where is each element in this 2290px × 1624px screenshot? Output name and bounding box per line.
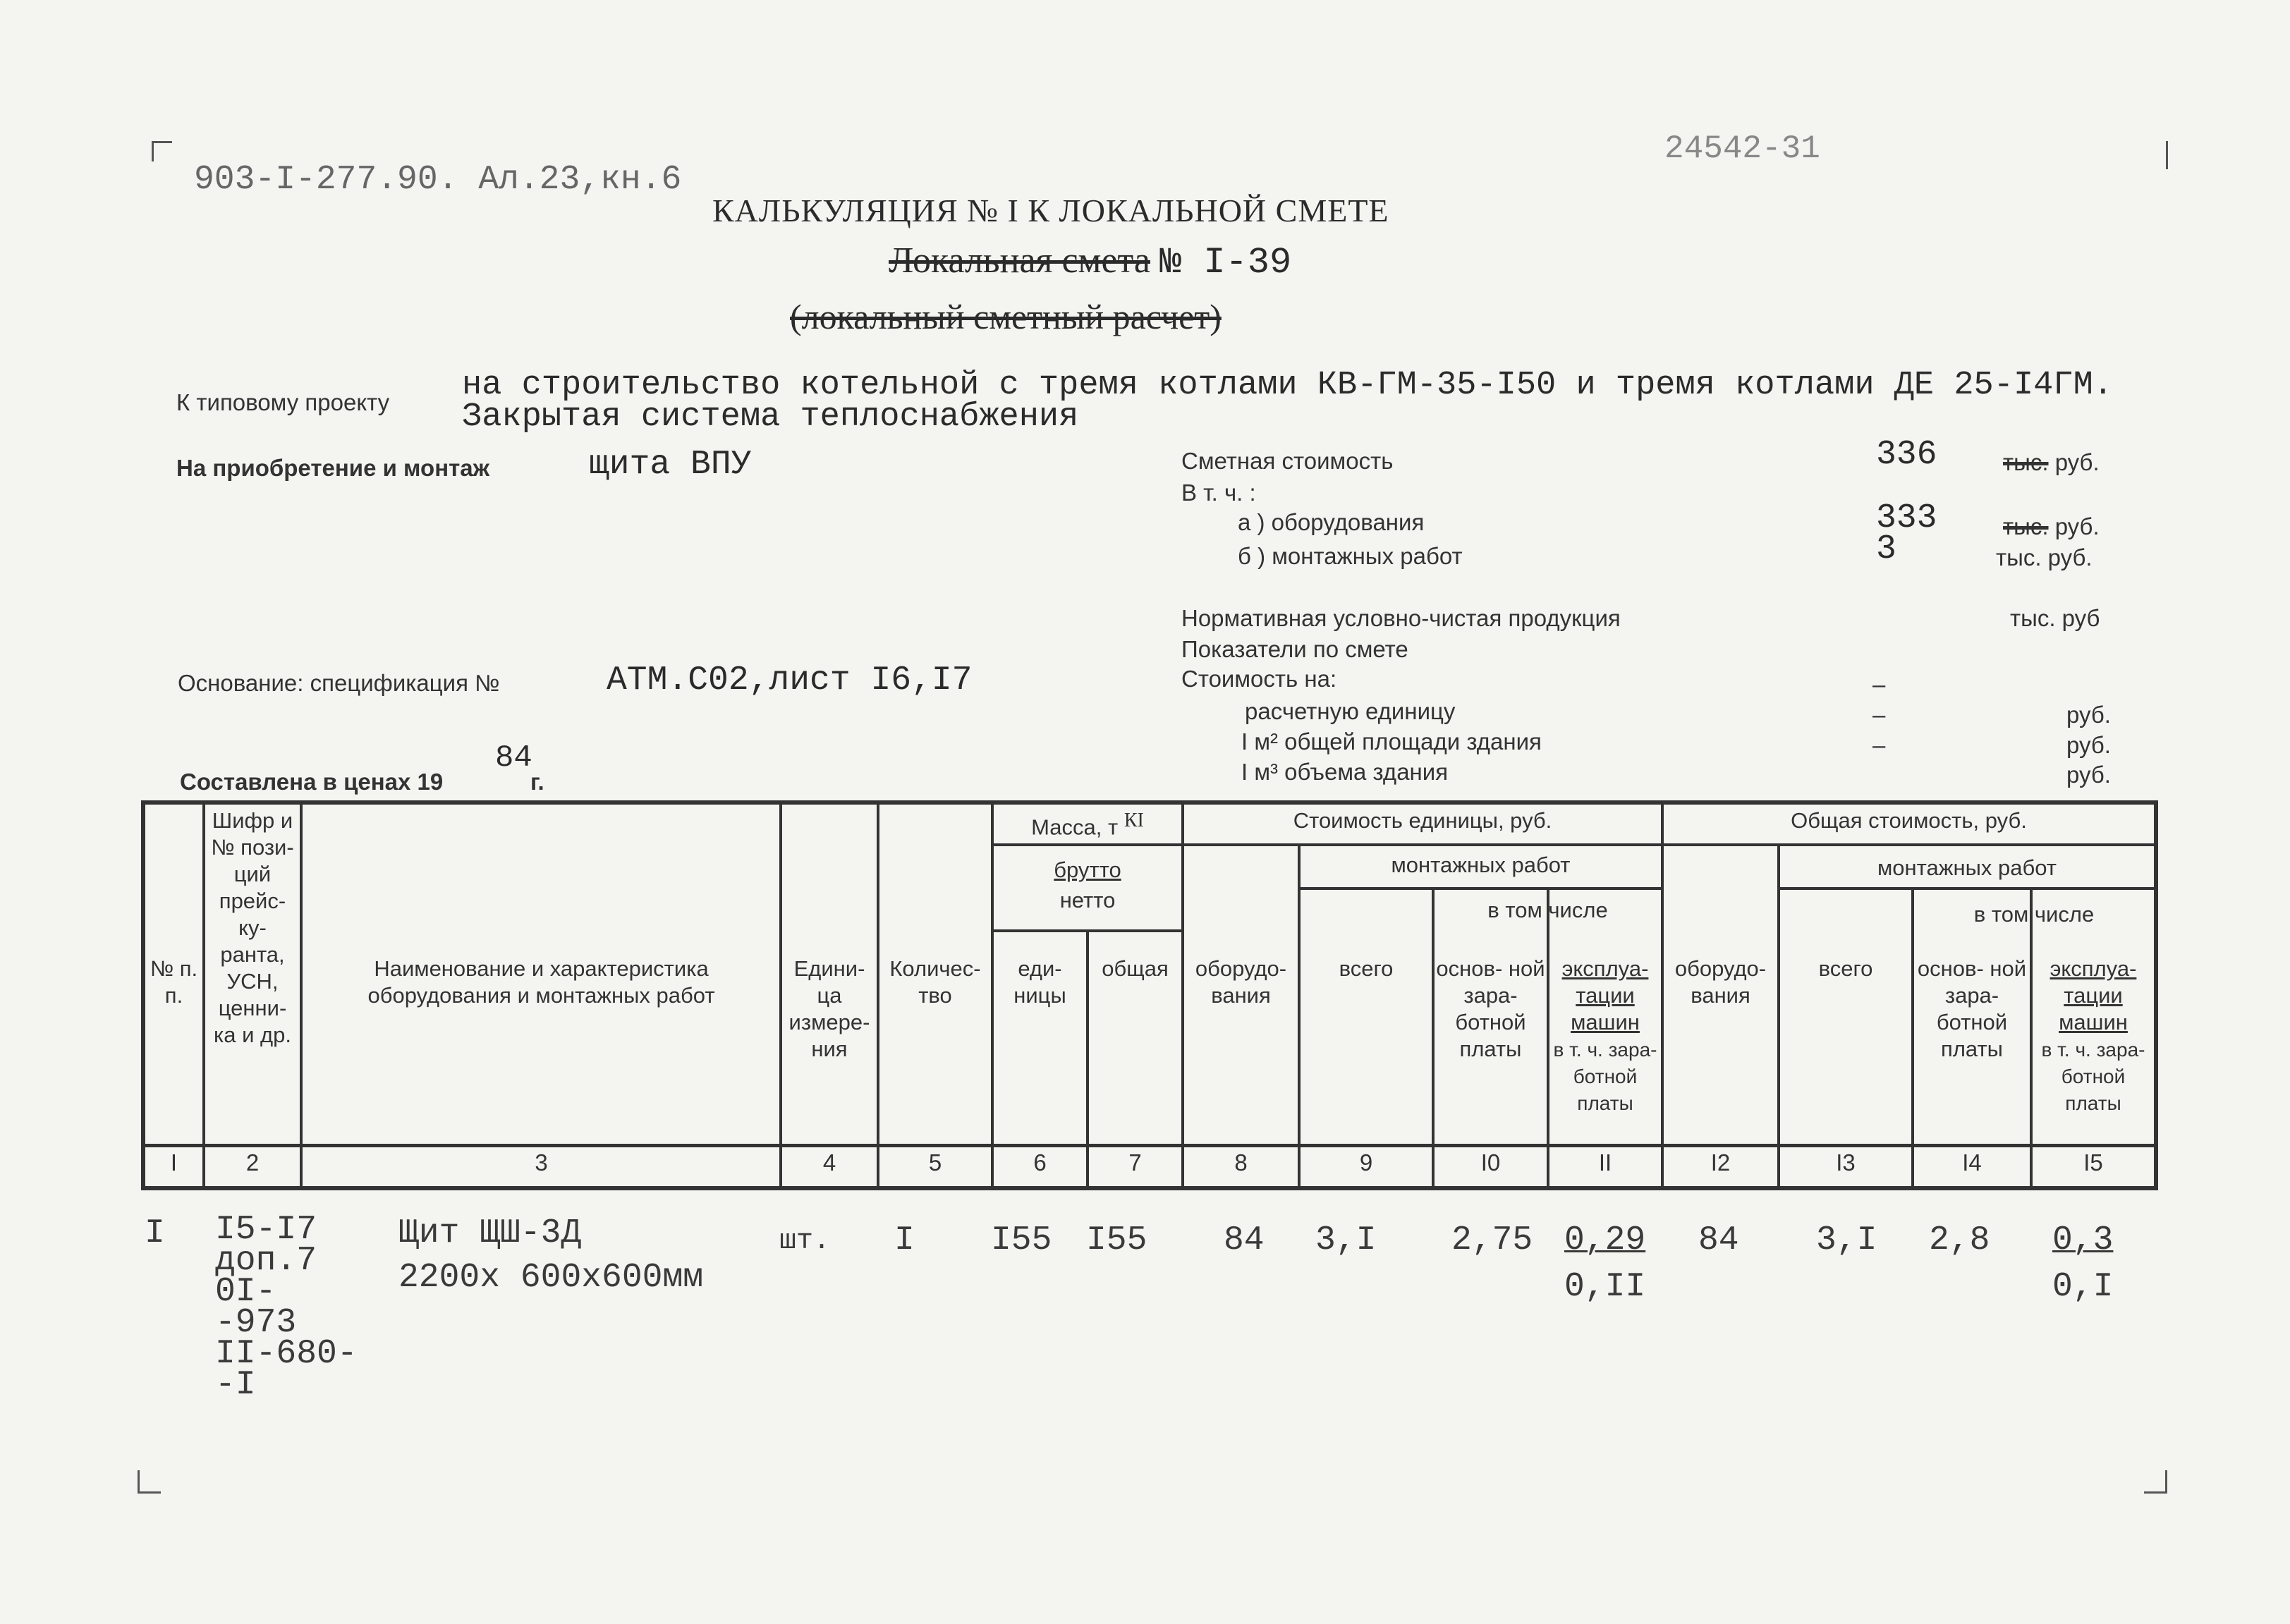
header-unit-cost-all: всего [1339,956,1394,981]
row-name-line-1: Щит ЩШ-3Д [398,1214,582,1252]
column-number: 7 [1128,1149,1142,1176]
table-line [991,929,1181,932]
row-total-mach: 0,3 [2052,1221,2114,1259]
document-title: КАЛЬКУЛЯЦИЯ № I К ЛОКАЛЬНОЙ СМЕТЕ [712,193,1389,228]
header-mass-per-unit: еди- ницы [1013,956,1066,1008]
corner-mark-top-right [2148,141,2168,169]
header-unit: Едини- ца измере- ния [788,956,870,1061]
row-code-line: -973 [215,1304,297,1342]
row-total-mach-wage: 0,I [2052,1268,2114,1306]
table-line [1298,887,1661,890]
norm-label: Нормативная условно-чистая продукция [1181,605,1621,631]
header-brutto-label: брутто [1054,857,1121,882]
row-code-line: 0I- [215,1273,276,1311]
mount-value: 3 [1876,530,1896,568]
prices-year: 84 [495,740,532,776]
purchase-value: щита ВПУ [589,446,752,484]
indicators-label: Показатели по смете [1181,636,1408,662]
table-line [300,800,303,1190]
column-number: 3 [535,1149,548,1176]
header-total-cost-incl: в том числе [1973,902,2095,927]
table-line [141,1144,2158,1147]
header-total-cost: Общая стоимость, руб. [1791,808,2027,833]
column-number: I5 [2083,1149,2103,1176]
basis-label: Основание: спецификация № [178,670,500,696]
header-unit-cost-wage: основ- ной зара- ботной платы [1436,956,1545,1061]
row-code-line: I5-I7 [215,1211,317,1249]
corner-mark-bottom-right [2144,1470,2167,1494]
header-total-cost-wage: основ- ной зара- ботной платы [1917,956,2027,1061]
header-total-cost-mach [2033,956,2154,1116]
area-cost-label: I м² общей площади здания [1241,728,1542,755]
header-total-cost-mach-label: эксплуа- тации машин [2050,956,2137,1034]
column-number: I4 [1962,1149,1982,1176]
row-total-equip: 84 [1698,1221,1739,1259]
table-line [991,843,1181,846]
mount-label: б ) монтажных работ [1238,543,1463,569]
equip-unit: руб. [2054,513,2100,539]
column-number: II [1598,1149,1612,1176]
dash-area: – [1872,702,1886,728]
rub-volume: руб. [2066,762,2111,788]
header-total-cost-equip: оборудо- вания [1674,956,1767,1008]
header-netto: нетто [1059,888,1116,912]
header-brutto [994,857,1181,884]
header-unit-cost-equip: оборудо- вания [1195,956,1287,1008]
row-unit-all: 3,I [1315,1221,1377,1259]
header-name: Наименование и характеристика оборудования и монтажных работ [367,956,715,1008]
header-mass-total: общая [1102,956,1169,981]
project-line-1: на строительство котельной с тремя котлами КВ-ГМ-35-I50 и тремя котлами ДЕ 25-I4ГМ. [462,367,2113,404]
norm-unit: тыс. руб [2010,605,2100,631]
row-unit-mach: 0,29 [1564,1221,1646,1259]
equip-label: а ) оборудования [1238,509,1425,535]
table-line [141,1186,2158,1190]
estimate-subtitle-struck: (локальный сметный расчет) [790,297,1222,336]
row-code-line: -I [215,1366,256,1404]
row-unit: шт. [779,1226,831,1257]
header-mass [994,807,1181,841]
header-unit-cost: Стоимость единицы, руб. [1293,808,1552,833]
corner-mark-bottom-left [138,1470,161,1494]
rub-area: руб. [2066,732,2111,758]
top-number: 24542-31 [1664,130,1820,167]
cost-label: Сметная стоимость [1181,448,1394,474]
column-number: 4 [822,1149,836,1176]
header-unit-cost-mach [1549,956,1661,1116]
prices-label: Составлена в ценах 19 [180,769,444,795]
header-total-cost-mount: монтажных работ [1877,855,2057,880]
header-unit-cost-incl: в том числе [1487,898,1608,922]
row-code [215,1211,358,1404]
column-number: 6 [1033,1149,1047,1176]
dash-volume: – [1872,732,1886,758]
table-line [141,800,2158,805]
purchase-label: На приобретение и монтаж [176,455,490,481]
table-line [1777,887,2155,890]
column-number: I0 [1480,1149,1501,1176]
corner-mark-top-left [152,141,172,161]
row-total-all: 3,I [1816,1221,1877,1259]
equip-value: 333 [1876,499,1937,537]
rub-unit: руб. [2066,702,2111,728]
cost-unit-struck: тыс. [2003,449,2049,475]
cost-unit: руб. [2054,449,2100,475]
row-code-line: II-680- [215,1335,358,1373]
row-name-line-2: 2200х 600х600мм [398,1259,704,1297]
row-mass-unit: I55 [991,1221,1052,1259]
cost-value: 336 [1876,436,1937,474]
table-line [2154,800,2158,1190]
equip-unit-struck: тыс. [2003,513,2049,539]
column-number: 9 [1359,1149,1373,1176]
column-number: 5 [928,1149,942,1176]
header-total-cost-all: всего [1818,956,1873,981]
estimate-title-struck: Локальная смета [889,240,1150,281]
header-code: Шифр и № пози- ций прейс- ку- ранта, УСН, ценни- ка и др. [211,808,294,1047]
column-number: I [170,1149,178,1176]
row-unit-equip: 84 [1224,1221,1265,1259]
project-line-2: Закрытая система теплоснабжения [462,398,1079,436]
header-unit-cost-mount: монтажных работ [1391,853,1571,877]
header-mass-label: Масса, т [1031,814,1119,840]
column-number: 2 [245,1149,260,1176]
table-line [1181,843,2155,846]
column-number: 8 [1234,1149,1248,1176]
header-unit-cost-mach-label: эксплуа- тации машин [1561,956,1649,1034]
cost-for-label: Стоимость на: [1181,666,1337,692]
row-code-line: доп.7 [215,1242,317,1280]
prices-suffix: г. [530,769,544,795]
reference-code: 903-I-277.90. Ал.23,кн.6 [194,161,682,199]
header-unit-cost-mach-sub: в т. ч. зара- ботной платы [1553,1039,1657,1114]
estimate-title [889,240,1291,283]
row-qty: I [894,1221,915,1259]
mount-unit: тыс. руб. [1996,544,2093,570]
row-mass-total: I55 [1086,1221,1147,1259]
header-num: № п. п. [150,956,198,1008]
project-label: К типовому проекту [176,389,390,415]
row-unit-mach-wage: 0,II [1564,1268,1646,1306]
row-num: I [145,1214,165,1252]
header-qty: Количес- тво [889,956,981,1008]
row-total-wage: 2,8 [1929,1221,1990,1259]
header-total-cost-mach-sub: в т. ч. зара- ботной платы [2041,1039,2145,1114]
column-number: I2 [1710,1149,1731,1176]
row-unit-wage: 2,75 [1451,1221,1533,1259]
table-line [1298,846,1301,1190]
estimate-number: № I-39 [1159,242,1292,283]
dash-unit: – [1872,671,1886,697]
volume-cost-label: I м³ объема здания [1241,759,1449,785]
unit-cost-label: расчетную единицу [1245,698,1456,724]
incl-label: В т. ч. : [1181,480,1256,506]
basis-value: АТМ.С02,лист I6,I7 [607,661,973,700]
table-line [1777,846,1780,1190]
header-mass-note: КI [1123,810,1144,831]
column-number: I3 [1836,1149,1856,1176]
